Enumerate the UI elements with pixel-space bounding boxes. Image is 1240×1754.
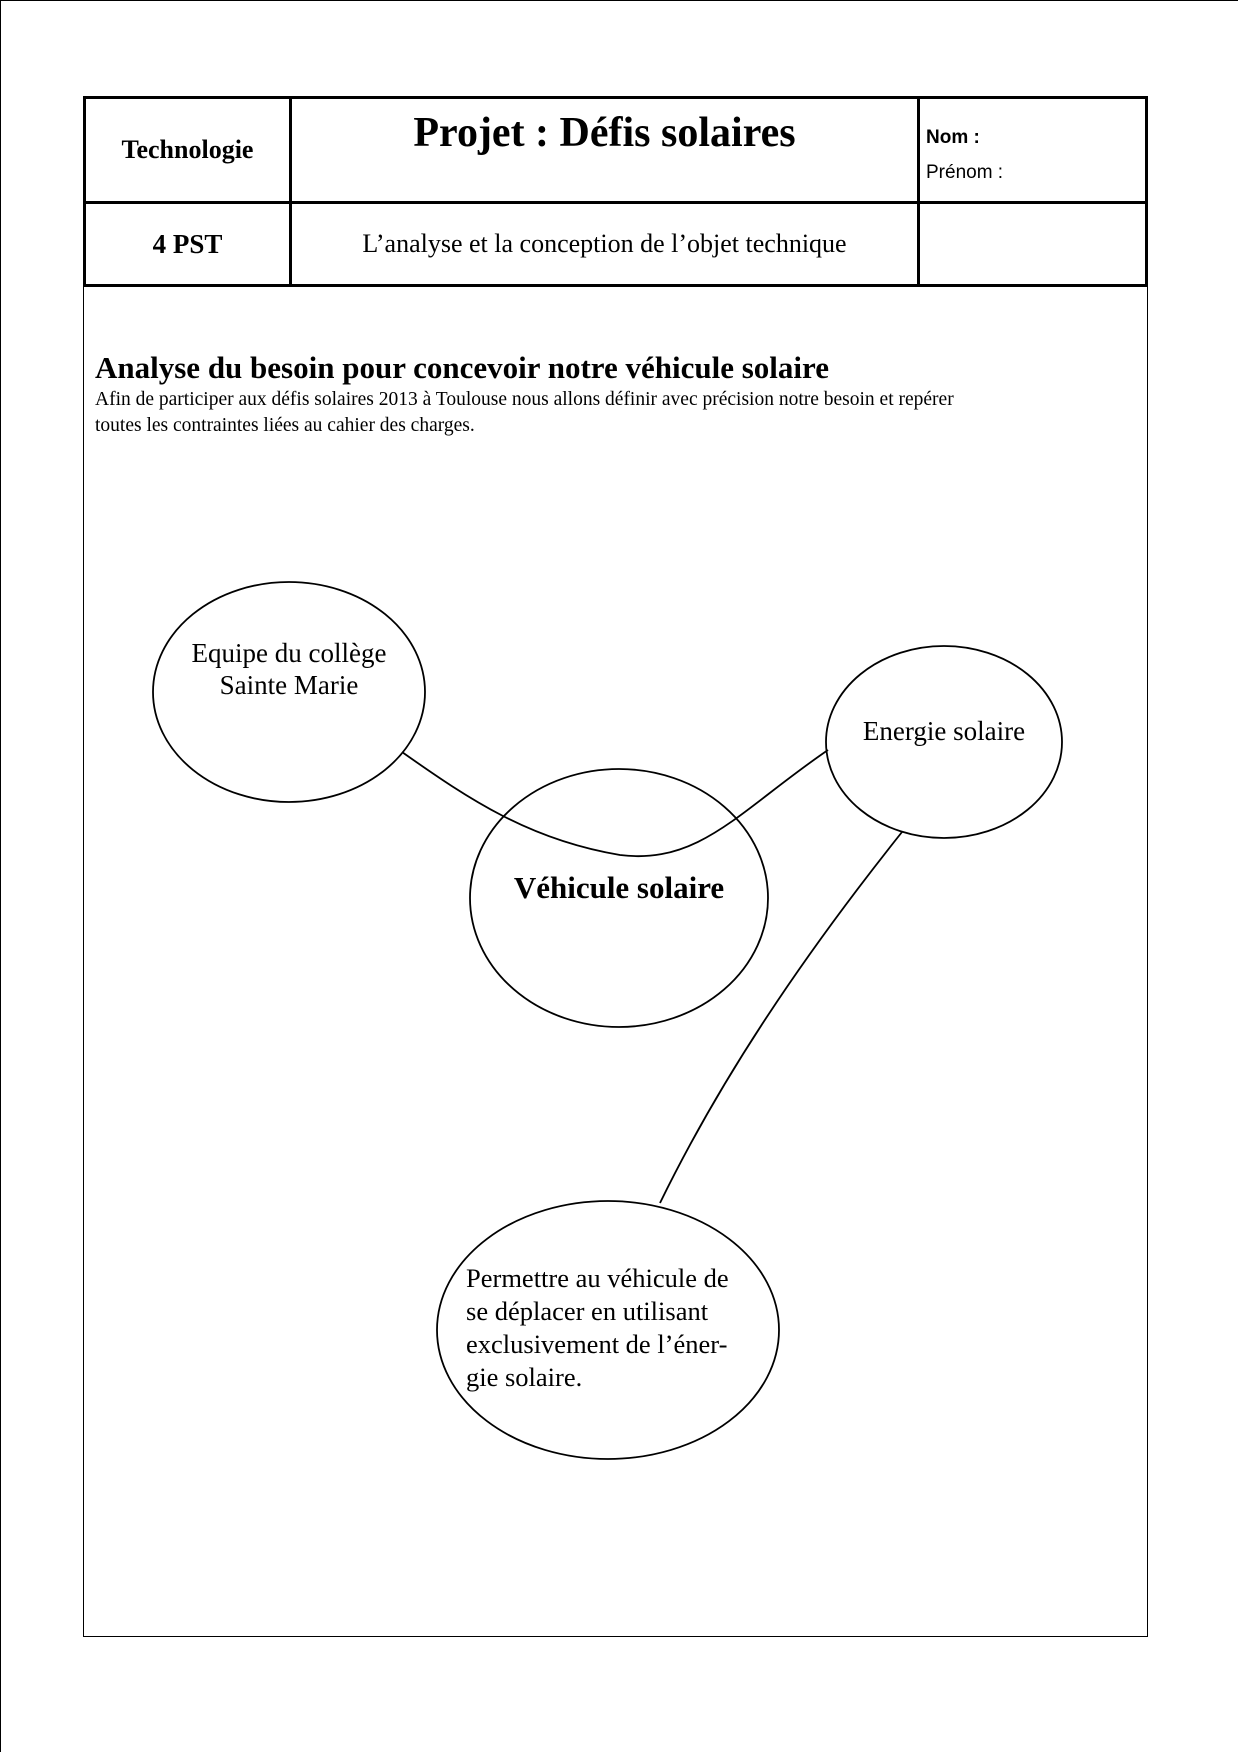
function-node (466, 1262, 766, 1394)
function-label-line: Permettre au véhicule de (466, 1263, 729, 1293)
project-title: Projet : Défis solaires (413, 110, 796, 156)
function-label-line: exclusivement de l’éner- (466, 1329, 728, 1359)
vehicle-label: Véhicule solaire (513, 870, 725, 905)
subject-label: Technologie (121, 135, 254, 164)
team-node (153, 637, 425, 701)
intro-line: toutes les contraintes liées au cahier des charges. (95, 415, 475, 436)
chapter-title: L’analyse et la conception de l’objet technique (362, 229, 847, 258)
class-level: 4 PST (152, 228, 223, 259)
firstname-label: Prénom : (926, 162, 1004, 183)
section-title: Analyse du besoin pour concevoir notre véhicule solaire (95, 350, 829, 385)
team-label-line: Sainte Marie (219, 670, 359, 700)
link-team-energy (402, 750, 828, 856)
vehicle-node (470, 872, 768, 904)
function-label-line: gie solaire. (466, 1362, 583, 1392)
name-label: Nom : (926, 127, 980, 148)
energy-node (826, 715, 1062, 747)
team-label-line: Equipe du collège (191, 638, 387, 668)
function-label-line: se déplacer en utilisant (466, 1296, 709, 1326)
intro-line: Afin de participer aux défis solaires 2013 à Toulouse nous allons définir avec précision notre besoin et repérer (95, 389, 954, 410)
energy-label: Energie solaire (862, 716, 1026, 746)
